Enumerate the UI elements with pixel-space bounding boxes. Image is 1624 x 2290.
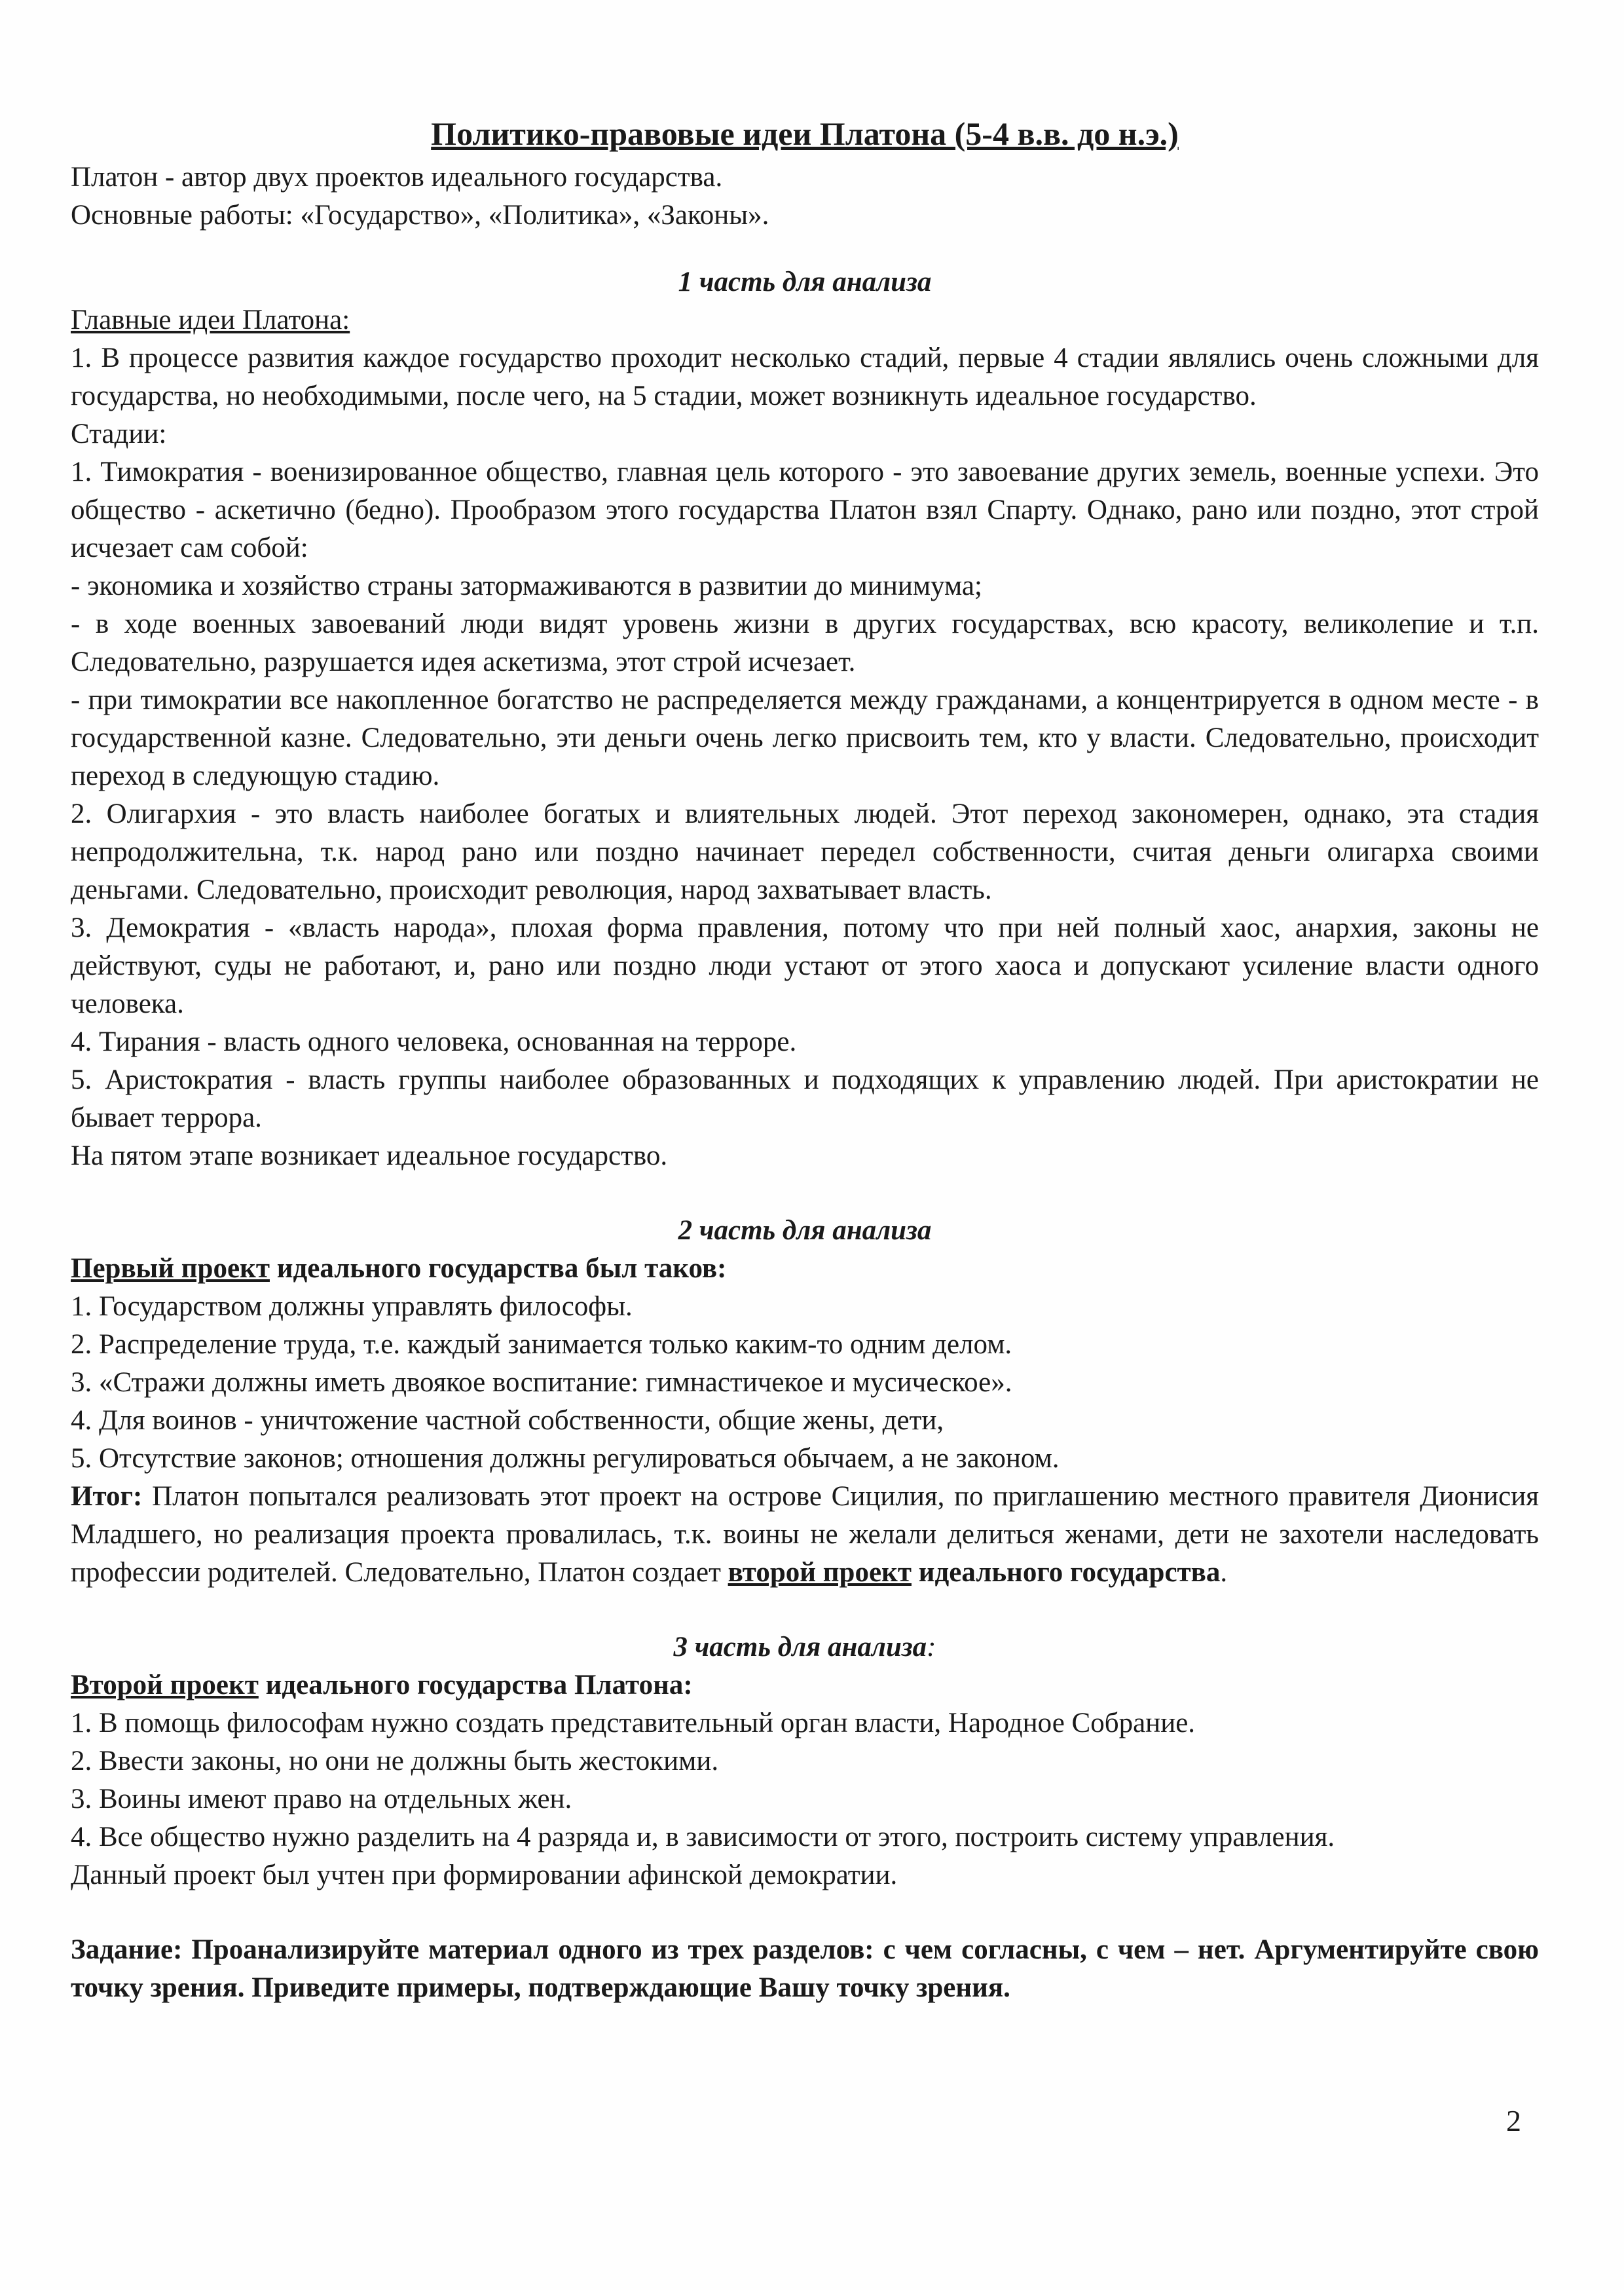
part1-heading: 1 часть для анализа xyxy=(678,267,932,297)
stages-label: Стадии: xyxy=(71,419,167,449)
page-number: 2 xyxy=(1506,2104,1521,2137)
part3-lead-rest: идеального государства Платона: xyxy=(258,1670,693,1700)
result-period: . xyxy=(1220,1557,1228,1588)
stage-bullet: - экономика и хозяйство страны затормаживаются в развитии до минимума; xyxy=(71,571,982,601)
part1-conclusion: На пятом этапе возникает идеальное государство. xyxy=(71,1140,668,1171)
intro-line: Платон - автор двух проектов идеального государства. xyxy=(71,162,723,193)
stage-paragraph: 4. Тирания - власть одного человека, основанная на терроре. xyxy=(71,1026,797,1057)
stage-bullet: - в ходе военных завоеваний люди видят уровень жизни в других государствах, всю красоту, великолепие и т.п. Следовательно, разрушается идея аскетизма, этот строй исчезает. xyxy=(71,609,1539,677)
result-tail: идеального государства xyxy=(911,1557,1221,1588)
part1-subheading: Главные идеи Платона: xyxy=(71,305,350,335)
part3-heading-colon: : xyxy=(927,1632,936,1662)
intro-line: Основные работы: «Государство», «Политика», «Законы». xyxy=(71,200,769,231)
stage-paragraph: 2. Олигархия - это власть наиболее богатых и влиятельных людей. Этот переход закономерен, однако, эта стадия непродолжительна, т.к. народ рано или поздно начинает передел собственности, считая деньги олигарха своими деньгами. Следовательно, происходит революция, народ захватывает власть. xyxy=(71,798,1539,905)
list-item: 4. Все общество нужно разделить на 4 разряда и, в зависимости от этого, построить систему управления. xyxy=(71,1822,1335,1852)
part2-lead-underlined: Первый проект xyxy=(71,1253,270,1284)
part3-lead-underlined: Второй проект xyxy=(71,1670,259,1700)
stage-paragraph: 3. Демократия - «власть народа», плохая форма правления, потому что при ней полный хаос, анархия, законы не действуют, суды не работают, и, рано или поздно люди устают от этого хаоса и допускают усиление власти одного человека. xyxy=(71,912,1539,1019)
part1-point: 1. В процессе развития каждое государство проходит несколько стадий, первые 4 стадии являлись очень сложными для государства, но необходимыми, после чего, на 5 стадии, может возникнуть идеальное государство. xyxy=(71,343,1539,411)
list-item: 2. Ввести законы, но они не должны быть жестокими. xyxy=(71,1746,719,1776)
part3-heading-text: 3 часть для анализа xyxy=(673,1632,927,1662)
list-item: 3. Воины имеют право на отдельных жен. xyxy=(71,1784,572,1814)
part2-lead-rest: идеального государства был таков: xyxy=(269,1253,727,1284)
list-item: 2. Распределение труда, т.е. каждый занимается только каким-то одним делом. xyxy=(71,1329,1012,1360)
stage-paragraph: 5. Аристократия - власть группы наиболее образованных и подходящих к управлению людей. При аристократии не бывает террора. xyxy=(71,1064,1539,1133)
list-item: 1. В помощь философам нужно создать представительный орган власти, Народное Собрание. xyxy=(71,1708,1196,1738)
stage-paragraph: 1. Тимократия - военизированное общество, главная цель которого - это завоевание других земель, военные успехи. Это общество - аскетично (бедно). Прообразом этого государства Платон взял Спарту. Однако, рано или поздно, этот строй исчезает сам собой: xyxy=(71,457,1539,563)
part2-heading: 2 часть для анализа xyxy=(678,1215,932,1246)
part3-lead xyxy=(71,1666,1539,1704)
result-label: Итог: xyxy=(71,1481,143,1512)
part3-closing: Данный проект был учтен при формировании афинской демократии. xyxy=(71,1860,898,1890)
list-item: 4. Для воинов - уничтожение частной собственности, общие жены, дети, xyxy=(71,1405,944,1436)
document-body xyxy=(71,113,1539,2007)
list-item: 3. «Стражи должны иметь двоякое воспитание: гимнастичекое и мусическое». xyxy=(71,1367,1012,1398)
result-text: Платон попытался реализовать этот проект на острове Сицилия, по приглашению местного правителя Дионисия Младшего, но реализация проекта провалилась, т.к. воины не желали делиться женами, дети не захотели наследовать профессии родителей. Следовательно, Платон создает xyxy=(71,1481,1539,1588)
part3-heading xyxy=(71,1628,1539,1666)
result-underlined: второй проект xyxy=(728,1557,912,1588)
task-paragraph: Задание: Проанализируйте материал одного из трех разделов: с чем согласны, с чем – нет. Аргументируйте свою точку зрения. Приведите примеры, подтверждающие Вашу точку зрения. xyxy=(71,1934,1539,2003)
page-title: Политико-правовые идеи Платона (5-4 в.в. до н.э.) xyxy=(431,115,1179,152)
list-item: 1. Государством должны управлять философы. xyxy=(71,1291,633,1322)
part2-result xyxy=(71,1478,1539,1592)
list-item: 5. Отсутствие законов; отношения должны регулироваться обычаем, а не законом. xyxy=(71,1443,1060,1474)
part2-lead xyxy=(71,1250,1539,1288)
stage-bullet: - при тимократии все накопленное богатство не распределяется между гражданами, а концентрируется в одном месте - в государственной казне. Следовательно, эти деньги очень легко присвоить тем, кто у власти. Следовательно, происходит переход в следующую стадию. xyxy=(71,685,1539,791)
